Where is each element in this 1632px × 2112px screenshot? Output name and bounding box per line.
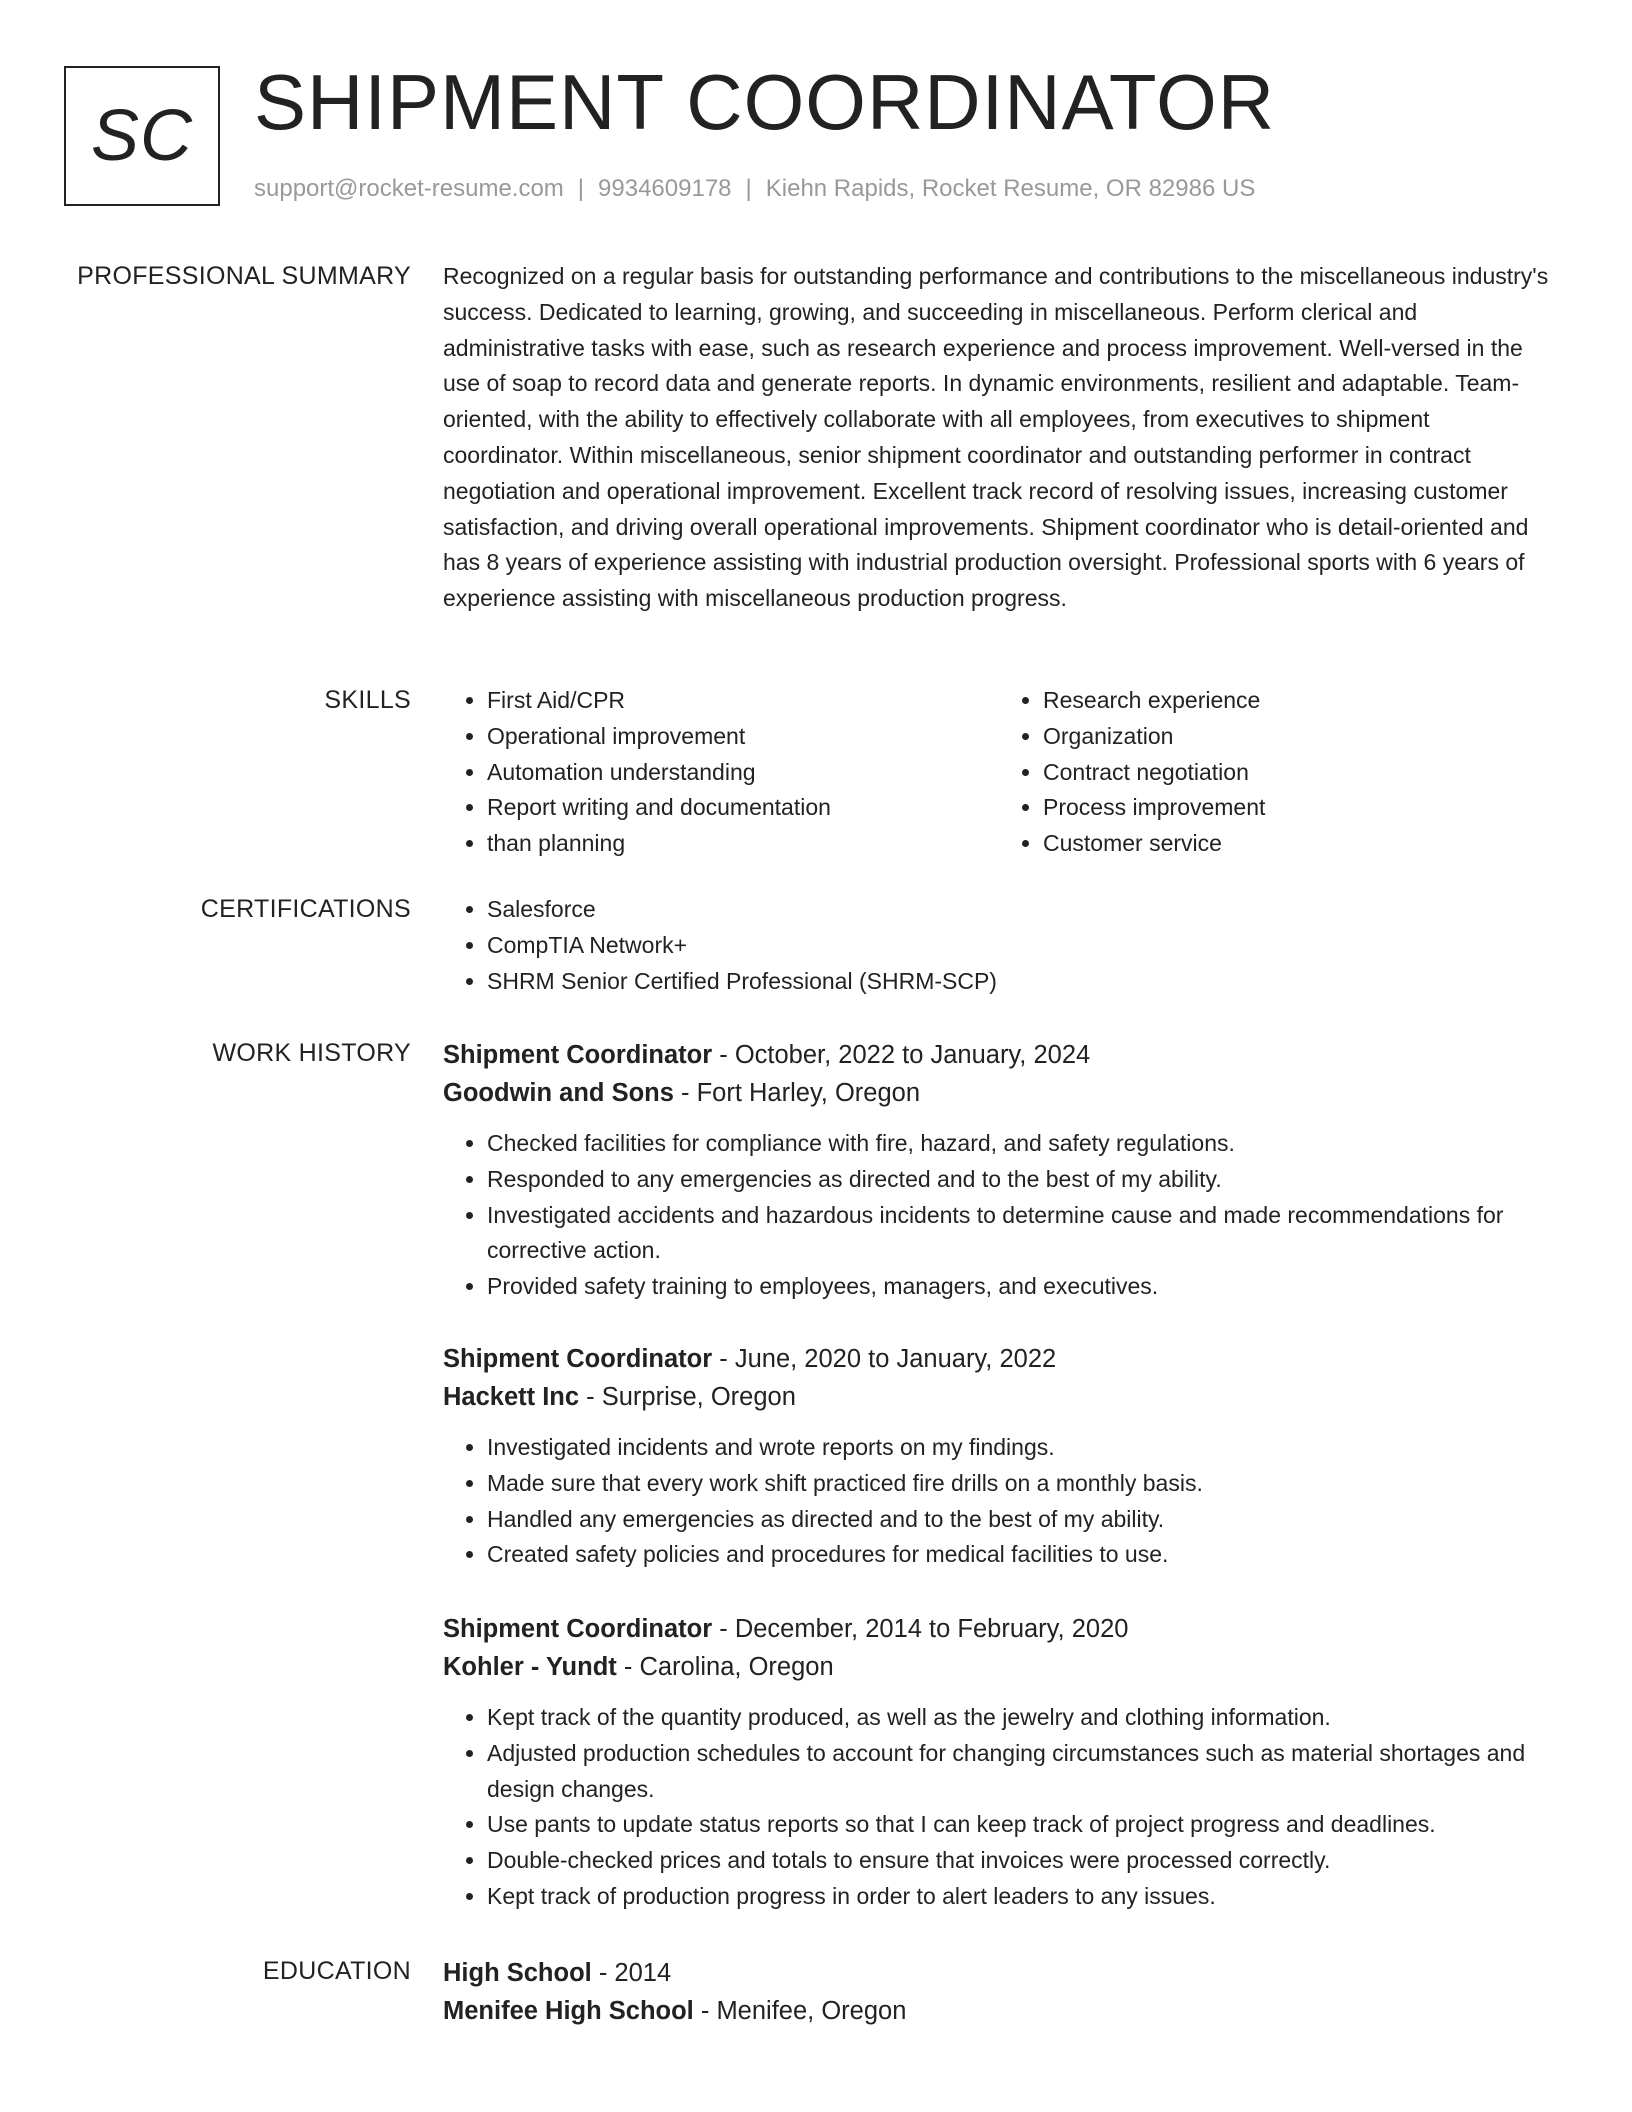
job-duty: • Created safety policies and procedures for medical facilities to use. — [487, 1537, 1555, 1573]
job-duty: • Responded to any emergencies as directed and to the best of my ability. — [487, 1162, 1555, 1198]
skill-item: • Operational improvement — [487, 719, 999, 755]
job-entry — [443, 1036, 1555, 1305]
certification-item: • CompTIA Network+ — [487, 928, 1555, 964]
section-title-education: EDUCATION — [262, 1957, 411, 1985]
job-title-line — [443, 1610, 1555, 1648]
skill-item: • Process improvement — [1043, 790, 1555, 826]
skill-item: • than planning — [487, 826, 999, 862]
job-company-line — [443, 1378, 1555, 1416]
job-location: - Fort Harley, Oregon — [673, 1079, 921, 1107]
summary-body — [443, 259, 1555, 617]
job-entry — [443, 1610, 1555, 1915]
contact-line — [254, 172, 1255, 206]
skill-item: • First Aid/CPR — [487, 683, 999, 719]
job-dates: - December, 2014 to February, 2020 — [712, 1615, 1129, 1643]
section-title-work-history: WORK HISTORY — [212, 1039, 411, 1067]
skill-item: • Contract negotiation — [1043, 755, 1555, 791]
job-duty: • Investigated incidents and wrote reports on my findings. — [487, 1430, 1555, 1466]
job-location: - Carolina, Oregon — [616, 1653, 834, 1681]
job-duties-list — [443, 1430, 1555, 1573]
contact-phone[interactable]: 9934609178 — [598, 175, 732, 202]
contact-email[interactable]: support@rocket-resume.com — [254, 175, 564, 202]
job-duty: • Adjusted production schedules to account for changing circumstances such as material shortages and design changes. — [487, 1736, 1555, 1808]
job-dates: - October, 2022 to January, 2024 — [712, 1041, 1091, 1069]
job-company: Hackett Inc — [443, 1383, 580, 1411]
certification-item: • SHRM Senior Certified Professional (SHRM-SCP) — [487, 964, 1555, 1000]
job-company: Kohler - Yundt — [443, 1653, 617, 1681]
job-title-line — [443, 1036, 1555, 1074]
job-duties-list — [443, 1700, 1555, 1915]
contact-separator: | — [745, 175, 752, 202]
section-title-summary: PROFESSIONAL SUMMARY — [77, 262, 411, 290]
job-location: - Surprise, Oregon — [579, 1383, 796, 1411]
job-duty: • Use pants to update status reports so that I can keep track of project progress and deadlines. — [487, 1807, 1555, 1843]
skills-list-left — [443, 683, 999, 862]
job-title-line — [443, 1340, 1555, 1378]
job-duty: • Investigated accidents and hazardous incidents to determine cause and made recommendations for corrective action. — [487, 1198, 1555, 1270]
skill-item: • Report writing and documentation — [487, 790, 999, 826]
contact-separator: | — [577, 175, 585, 202]
education-year: - 2014 — [591, 1959, 672, 1987]
job-duty: • Kept track of production progress in order to alert leaders to any issues. — [487, 1879, 1555, 1915]
education-body — [443, 1954, 1555, 2030]
job-role: Shipment Coordinator — [443, 1615, 713, 1643]
job-entry — [443, 1340, 1555, 1573]
skill-item: • Customer service — [1043, 826, 1555, 862]
job-dates: - June, 2020 to January, 2022 — [712, 1345, 1057, 1373]
skill-item: • Organization — [1043, 719, 1555, 755]
job-duty: • Made sure that every work shift practiced fire drills on a monthly basis. — [487, 1466, 1555, 1502]
education-degree: High School — [443, 1959, 592, 1987]
education-school: Menifee High School — [443, 1997, 694, 2025]
education-location: - Menifee, Oregon — [693, 1997, 907, 2025]
job-duties-list — [443, 1126, 1555, 1305]
job-company: Goodwin and Sons — [443, 1079, 674, 1107]
education-degree-line — [443, 1954, 1555, 1992]
section-title-certifications: CERTIFICATIONS — [200, 895, 411, 923]
education-school-line — [443, 1992, 1555, 2030]
job-role: Shipment Coordinator — [443, 1345, 713, 1373]
job-duty: • Kept track of the quantity produced, as well as the jewelry and clothing information. — [487, 1700, 1555, 1736]
contact-address: Kiehn Rapids, Rocket Resume, OR 82986 US — [765, 175, 1256, 202]
monogram-box — [64, 66, 220, 206]
job-company-line — [443, 1648, 1555, 1686]
job-duty: • Handled any emergencies as directed and to the best of my ability. — [487, 1502, 1555, 1538]
skills-list-right — [999, 683, 1555, 862]
section-title-skills: SKILLS — [324, 686, 411, 714]
job-duty: • Double-checked prices and totals to ensure that invoices were processed correctly. — [487, 1843, 1555, 1879]
job-role: Shipment Coordinator — [443, 1041, 713, 1069]
certification-item: • Salesforce — [487, 892, 1555, 928]
skills-body — [443, 683, 1555, 862]
summary-text: Recognized on a regular basis for outstanding performance and contributions to the miscellaneous industry's success. Dedicated to learning, growing, and succeeding in miscellaneous. Perform clerical and administrative tasks with ease, such as research experience and process improvement. Well-versed in the use of soap to record data and generate reports. In dynamic environments, resilient and adaptable. Team-oriented, with the ability to effectively collaborate with all employees, from executives to shipment coordinator. Within miscellaneous, senior shipment coordinator and outstanding performer in contract negotiation and operational improvement. Excellent track record of resolving issues, increasing customer satisfaction, and driving overall operational improvements. Shipment coordinator who is detail-oriented and has 8 years of experience assisting with industrial production oversight. Professional sports with 6 years of experience assisting with miscellaneous production progress. — [443, 263, 1549, 612]
certifications-list — [443, 892, 1555, 999]
skill-item: • Research experience — [1043, 683, 1555, 719]
skill-item: • Automation understanding — [487, 755, 999, 791]
certifications-body — [443, 892, 1555, 999]
monogram-initials: SC — [90, 96, 194, 176]
resume-name-title: SHIPMENT COORDINATOR — [254, 58, 1276, 146]
job-duty: • Provided safety training to employees, managers, and executives. — [487, 1269, 1555, 1305]
job-duty: • Checked facilities for compliance with fire, hazard, and safety regulations. — [487, 1126, 1555, 1162]
job-company-line — [443, 1074, 1555, 1112]
